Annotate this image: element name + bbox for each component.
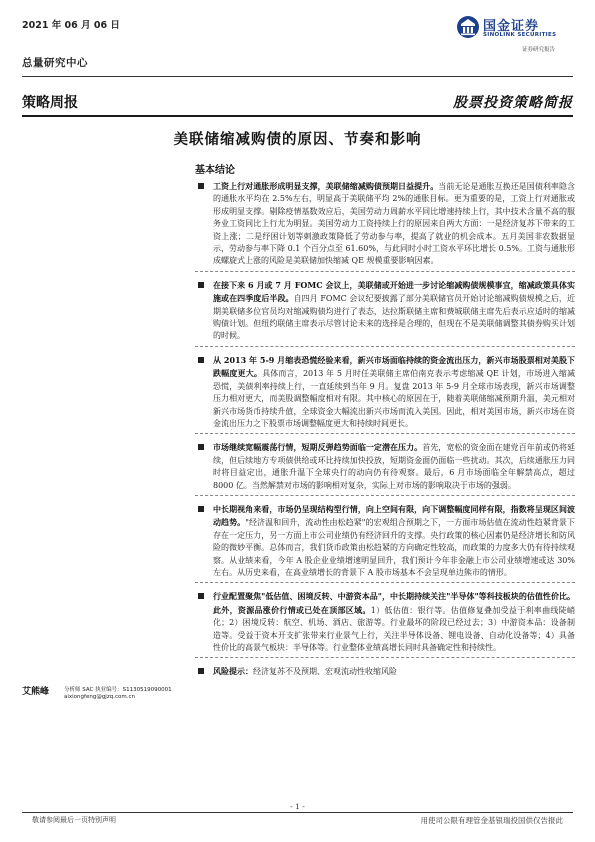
bullet-square-icon [198, 593, 204, 599]
bullet-body: 当前无论是通胀互换还是国债利率隐含的通胀水平均在 2.5%左右，明显高于美联储平均 2%的通胀目标。更为重要的是，工资上行对通胀或形成明显支撑。剔除疫情基数效应后，美国劳动力周薪水平同比增速持续上行，其中技术含量不高的服务业工资同比上行尤为明显。美国劳动力工资持续上行的原因来自两大方面：一是经济复苏下带来的工资上涨；二是纾困计划等刺激政策降低了劳动参与率，提高了就业的机会成本。五月美国非农数据显示，劳动参与率下降 0.1 个百分点至 61.60%，与此同时小时工资水平环比增长 0.5%。工资与通胀形成螺旋式上涨的风险是美联储加快缩减 QE 规模重要影响因素。 [213, 182, 576, 266]
research-team: 总量研究中心 [22, 57, 88, 69]
usage-note: 用使司公限有理管金基银瑞投国供仅告报此 [420, 816, 563, 825]
bullet-square-icon [198, 444, 204, 450]
bullet-body: "经济温和回升，流动性由松趋紧"的宏观组合预期之下，一方面市场估值在流动性趋紧背景下存在一定压力，另一方面上市公司业绩仍有经济回升的支撑。央行政策的核心因素仍是经济增长和防风险的微妙平衡。总体而言，我们货币政策由松趋紧的方向确定性较高，而政策的力度多大仍有待持续观察。从业绩来看，今年 A 股企业业绩增速明显回升，我们预计今年非金融上市公司业绩增速或达 30%左右。从历史来看，在高业绩增长的背景下 A 股市场基本不会呈现单边熊市的情形。 [213, 518, 575, 577]
page-number: - 1 - [290, 802, 305, 811]
title-divider [22, 115, 573, 117]
bullet-lead: 风险提示： [213, 666, 253, 677]
bullet-square-icon [198, 668, 204, 674]
report-series: 股票投资策略简报 [453, 95, 573, 111]
analyst-certification: 分析师 SAC 执业编号：S1130519090001 [64, 687, 172, 693]
analyst-name: 艾熊峰 [22, 687, 50, 697]
bullet-item [195, 441, 575, 496]
header-divider [22, 76, 573, 77]
bullet-item [195, 279, 575, 347]
logo-subtitle: 证券研究报告 [522, 47, 556, 53]
bullet-lead: 中长期视角来看，市场仍呈现结构型行情，向上空间有限，向下调整幅度同样有限，指数将呈现区间波动趋势。 [213, 503, 575, 528]
bullet-lead: 市场继续宽幅震荡行情，短期反弹趋势面临一定潜在压力。 [213, 442, 423, 453]
bullet-item [195, 354, 575, 434]
disclaimer-note: 敬请参阅最后一页特别声明 [32, 816, 116, 824]
bullet-body: 自四月 FOMC 会议纪要披露了部分美联储官员开始讨论缩减购债规模之后，近期美联储多位官员均对缩减购债均进行了表态，达拉斯联储主席和费城联储主席先后表示应适时的缩减购债计划。但纽约联储主席表示尽管讨论未来的选择是合理的，但现在不是美联储调整其债券购买计划的时候。 [213, 294, 575, 341]
conclusions-list [195, 180, 575, 689]
report-type: 策略周报 [22, 95, 78, 111]
report-date: 2021 年 06 月 06 日 [22, 20, 120, 31]
bullet-body: 经济复苏不及预期、宏观流动性收缩风险 [253, 667, 397, 677]
bullet-body: 1）低估值：银行等。估值修复叠加受益于利率曲线陡峭化；2）困境反转：航空、机场、酒店、旅游等。行业最坏的阶段已经过去；3）中游资本品：设备制造等。受益于资本开支扩张带来行业景气上行，关注半导体设备、锂电设备、自动化设备等；4）具备性价比的高景气板块：半导体等。行业整体业绩高增长同时具备确定性和持续性。 [213, 605, 575, 652]
bullet-item [195, 180, 575, 272]
analyst-email[interactable]: aixiongfeng@gjzq.com.cn [64, 694, 135, 700]
bullet-lead: 工资上行对通胀形成明显支撑，美联储缩减购债预期日益提升。 [213, 181, 439, 191]
bullet-lead: 在接下来 6 月或 7 月 FOMC 会议上，美联储或开始进一步讨论缩减购债规模事宜，缩减政策具体实施或在四季度后半段。 [213, 279, 575, 304]
bullet-item [195, 665, 575, 681]
footer-divider [22, 812, 573, 813]
bullet-square-icon [198, 183, 204, 189]
bullet-square-icon [198, 506, 204, 512]
bullet-lead: 从 2013 年 5-9 月缩表恐慌经验来看，新兴市场面临持续的资金流出压力，新兴市场股票相对美股下跌幅度更大。 [213, 354, 575, 379]
company-logo [456, 13, 576, 57]
report-title: 美联储缩减购债的原因、节奏和影响 [173, 131, 422, 148]
bullet-item [195, 590, 575, 658]
section-title: 基本结论 [195, 165, 235, 176]
bullet-body: 具体而言，2013 年 5 月时任美联储主席伯南克表示考虑缩减 QE 计划，市场进入缩减恐慌，美债利率持续上行，一直延续到当年 9 月。复盘 2013 年 5-9 月全球市场表现，新兴市场调整压力相对更大，而美股调整幅度相对有限。其中核心的原因在于，随着美联储缩减预期升温，美元相对新兴市场货币持续升值，全球资金大幅流出新兴市场而流入美国。因此，相对美国市场，新兴市场在资金流出压力之下股票市场调整幅度更大和持续时间更长。 [213, 369, 575, 428]
sinolink-logo-icon [456, 15, 480, 39]
bullet-item [195, 503, 575, 583]
bullet-lead: 行业配置聚焦"低估值、困境反转、中游资本品"，中长期持续关注"半导体"等科技板块的估值性价比。此外，资源品涨价行情或已处在顶部区域。 [213, 591, 575, 615]
logo-english-name: SINOLINK SECURITIES [483, 32, 557, 38]
bullet-square-icon [198, 357, 204, 363]
bullet-body: 首先，宽松的资金面在建党百年前或仍将延续，但后续地方专项债供给或环比持续加快投放，短期资金面仍面临一些扰动。其次，后续通胀压力同时将目益定出，通胀升温下全球央行的动向仍有待观察。最后，6 月市场面临全年解禁高点，超过 8000 亿。当然解禁对市场的影响相对复杂，实际上对市场的影响取决于市场的强弱。 [213, 443, 576, 490]
logo-chinese-name: 国金证券 [483, 19, 540, 34]
bullet-square-icon [198, 282, 204, 288]
